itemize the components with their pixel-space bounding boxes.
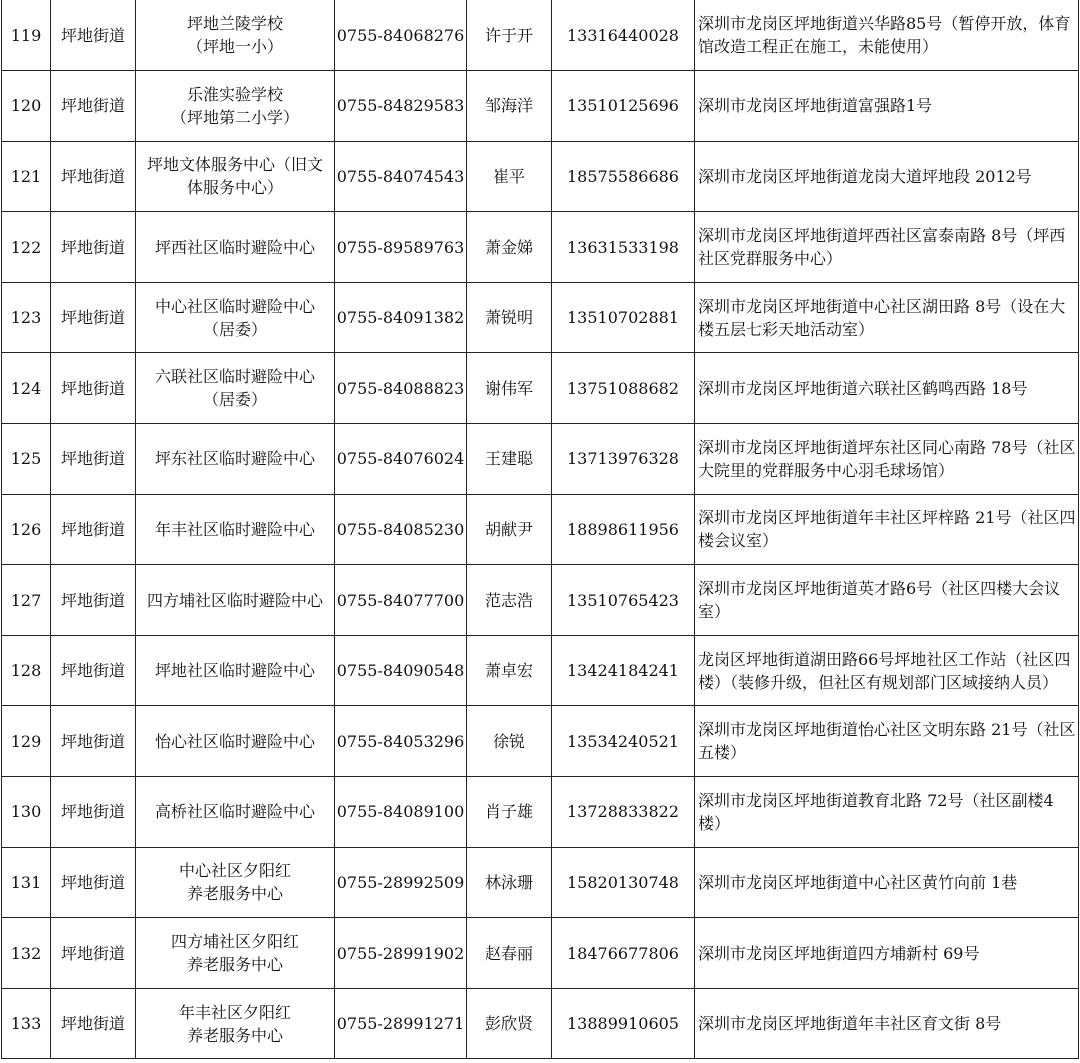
street-cell: 坪地街道	[51, 71, 136, 142]
contact-person-cell: 胡献尹	[467, 494, 552, 565]
row-number-cell: 127	[2, 565, 51, 636]
street-cell: 坪地街道	[51, 988, 136, 1059]
table-row	[2, 141, 1079, 212]
site-name-cell: 中心社区临时避险中心 （居委）	[136, 282, 335, 353]
address-cell: 深圳市龙岗区坪地街道年丰社区坪梓路 21号（社区四楼会议室）	[695, 494, 1079, 565]
row-number-cell: 133	[2, 988, 51, 1059]
contact-person-cell: 许于开	[467, 0, 552, 71]
table-row	[2, 282, 1079, 353]
contact-person-cell: 徐锐	[467, 706, 552, 777]
table-row	[2, 847, 1079, 918]
row-number-cell: 132	[2, 918, 51, 989]
shelter-table	[1, 0, 1079, 1059]
telephone-cell: 0755-84090548	[335, 635, 467, 706]
mobile-cell: 13510702881	[552, 282, 695, 353]
site-name-cell: 四方埔社区夕阳红 养老服务中心	[136, 918, 335, 989]
street-cell: 坪地街道	[51, 706, 136, 777]
mobile-cell: 13316440028	[552, 0, 695, 71]
contact-person-cell: 谢伟军	[467, 353, 552, 424]
address-cell: 深圳市龙岗区坪地街道坪东社区同心南路 78号（社区大院里的党群服务中心羽毛球场馆）	[695, 424, 1079, 495]
table-row	[2, 0, 1079, 71]
telephone-cell: 0755-84077700	[335, 565, 467, 636]
site-name-cell: 坪西社区临时避险中心	[136, 212, 335, 283]
site-name-cell: 怡心社区临时避险中心	[136, 706, 335, 777]
row-number-cell: 131	[2, 847, 51, 918]
street-cell: 坪地街道	[51, 565, 136, 636]
row-number-cell: 123	[2, 282, 51, 353]
row-number-cell: 125	[2, 424, 51, 495]
mobile-cell: 13889910605	[552, 988, 695, 1059]
contact-person-cell: 彭欣贤	[467, 988, 552, 1059]
contact-person-cell: 赵春丽	[467, 918, 552, 989]
telephone-cell: 0755-84088823	[335, 353, 467, 424]
site-name-cell: 坪东社区临时避险中心	[136, 424, 335, 495]
mobile-cell: 13424184241	[552, 635, 695, 706]
table-row	[2, 212, 1079, 283]
table-row	[2, 635, 1079, 706]
site-name-cell: 坪地文体服务中心（旧文体服务中心）	[136, 141, 335, 212]
table-row	[2, 565, 1079, 636]
row-number-cell: 128	[2, 635, 51, 706]
row-number-cell: 121	[2, 141, 51, 212]
table-row	[2, 777, 1079, 848]
mobile-cell: 13510125696	[552, 71, 695, 142]
telephone-cell: 0755-84085230	[335, 494, 467, 565]
mobile-cell: 13534240521	[552, 706, 695, 777]
mobile-cell: 13713976328	[552, 424, 695, 495]
mobile-cell: 15820130748	[552, 847, 695, 918]
site-name-cell: 坪地社区临时避险中心	[136, 635, 335, 706]
contact-person-cell: 肖子雄	[467, 777, 552, 848]
row-number-cell: 124	[2, 353, 51, 424]
contact-person-cell: 萧金娣	[467, 212, 552, 283]
telephone-cell: 0755-84089100	[335, 777, 467, 848]
table-row	[2, 353, 1079, 424]
mobile-cell: 18575586686	[552, 141, 695, 212]
telephone-cell: 0755-28992509	[335, 847, 467, 918]
mobile-cell: 13510765423	[552, 565, 695, 636]
address-cell: 龙岗区坪地街道湖田路66号坪地社区工作站（社区四楼）（装修升级，但社区有规划部门区域接纳人员）	[695, 635, 1079, 706]
telephone-cell: 0755-84074543	[335, 141, 467, 212]
mobile-cell: 13728833822	[552, 777, 695, 848]
mobile-cell: 13631533198	[552, 212, 695, 283]
site-name-cell: 中心社区夕阳红 养老服务中心	[136, 847, 335, 918]
address-cell: 深圳市龙岗区坪地街道富强路1号	[695, 71, 1079, 142]
address-cell: 深圳市龙岗区坪地街道四方埔新村 69号	[695, 918, 1079, 989]
site-name-cell: 六联社区临时避险中心 （居委）	[136, 353, 335, 424]
telephone-cell: 0755-84068276	[335, 0, 467, 71]
table-row	[2, 918, 1079, 989]
street-cell: 坪地街道	[51, 847, 136, 918]
contact-person-cell: 崔平	[467, 141, 552, 212]
street-cell: 坪地街道	[51, 777, 136, 848]
table-row	[2, 494, 1079, 565]
telephone-cell: 0755-84091382	[335, 282, 467, 353]
street-cell: 坪地街道	[51, 0, 136, 71]
address-cell: 深圳市龙岗区坪地街道英才路6号（社区四楼大会议室）	[695, 565, 1079, 636]
address-cell: 深圳市龙岗区坪地街道中心社区湖田路 8号（设在大楼五层七彩天地活动室）	[695, 282, 1079, 353]
mobile-cell: 18476677806	[552, 918, 695, 989]
address-cell: 深圳市龙岗区坪地街道年丰社区育文街 8号	[695, 988, 1079, 1059]
mobile-cell: 18898611956	[552, 494, 695, 565]
telephone-cell: 0755-84053296	[335, 706, 467, 777]
row-number-cell: 122	[2, 212, 51, 283]
address-cell: 深圳市龙岗区坪地街道中心社区黄竹向前 1巷	[695, 847, 1079, 918]
table-row	[2, 71, 1079, 142]
table-body	[2, 0, 1079, 1059]
address-cell: 深圳市龙岗区坪地街道六联社区鹤鸣西路 18号	[695, 353, 1079, 424]
street-cell: 坪地街道	[51, 141, 136, 212]
table-row	[2, 988, 1079, 1059]
row-number-cell: 120	[2, 71, 51, 142]
telephone-cell: 0755-84076024	[335, 424, 467, 495]
site-name-cell: 乐淮实验学校 （坪地第二小学）	[136, 71, 335, 142]
address-cell: 深圳市龙岗区坪地街道坪西社区富泰南路 8号（坪西社区党群服务中心）	[695, 212, 1079, 283]
street-cell: 坪地街道	[51, 212, 136, 283]
table-row	[2, 706, 1079, 777]
site-name-cell: 坪地兰陵学校 （坪地一小）	[136, 0, 335, 71]
row-number-cell: 119	[2, 0, 51, 71]
row-number-cell: 126	[2, 494, 51, 565]
contact-person-cell: 萧锐明	[467, 282, 552, 353]
street-cell: 坪地街道	[51, 282, 136, 353]
contact-person-cell: 范志浩	[467, 565, 552, 636]
site-name-cell: 高桥社区临时避险中心	[136, 777, 335, 848]
table-row	[2, 424, 1079, 495]
telephone-cell: 0755-28991271	[335, 988, 467, 1059]
contact-person-cell: 王建聪	[467, 424, 552, 495]
row-number-cell: 130	[2, 777, 51, 848]
row-number-cell: 129	[2, 706, 51, 777]
street-cell: 坪地街道	[51, 635, 136, 706]
street-cell: 坪地街道	[51, 424, 136, 495]
site-name-cell: 年丰社区临时避险中心	[136, 494, 335, 565]
site-name-cell: 年丰社区夕阳红 养老服务中心	[136, 988, 335, 1059]
street-cell: 坪地街道	[51, 918, 136, 989]
street-cell: 坪地街道	[51, 353, 136, 424]
telephone-cell: 0755-84829583	[335, 71, 467, 142]
address-cell: 深圳市龙岗区坪地街道怡心社区文明东路 21号（社区五楼）	[695, 706, 1079, 777]
address-cell: 深圳市龙岗区坪地街道兴华路85号（暂停开放，体育馆改造工程正在施工，未能使用）	[695, 0, 1079, 71]
contact-person-cell: 萧卓宏	[467, 635, 552, 706]
street-cell: 坪地街道	[51, 494, 136, 565]
mobile-cell: 13751088682	[552, 353, 695, 424]
telephone-cell: 0755-28991902	[335, 918, 467, 989]
telephone-cell: 0755-89589763	[335, 212, 467, 283]
address-cell: 深圳市龙岗区坪地街道龙岗大道坪地段 2012号	[695, 141, 1079, 212]
contact-person-cell: 林泳珊	[467, 847, 552, 918]
site-name-cell: 四方埔社区临时避险中心	[136, 565, 335, 636]
address-cell: 深圳市龙岗区坪地街道教育北路 72号（社区副楼4楼）	[695, 777, 1079, 848]
contact-person-cell: 邹海洋	[467, 71, 552, 142]
